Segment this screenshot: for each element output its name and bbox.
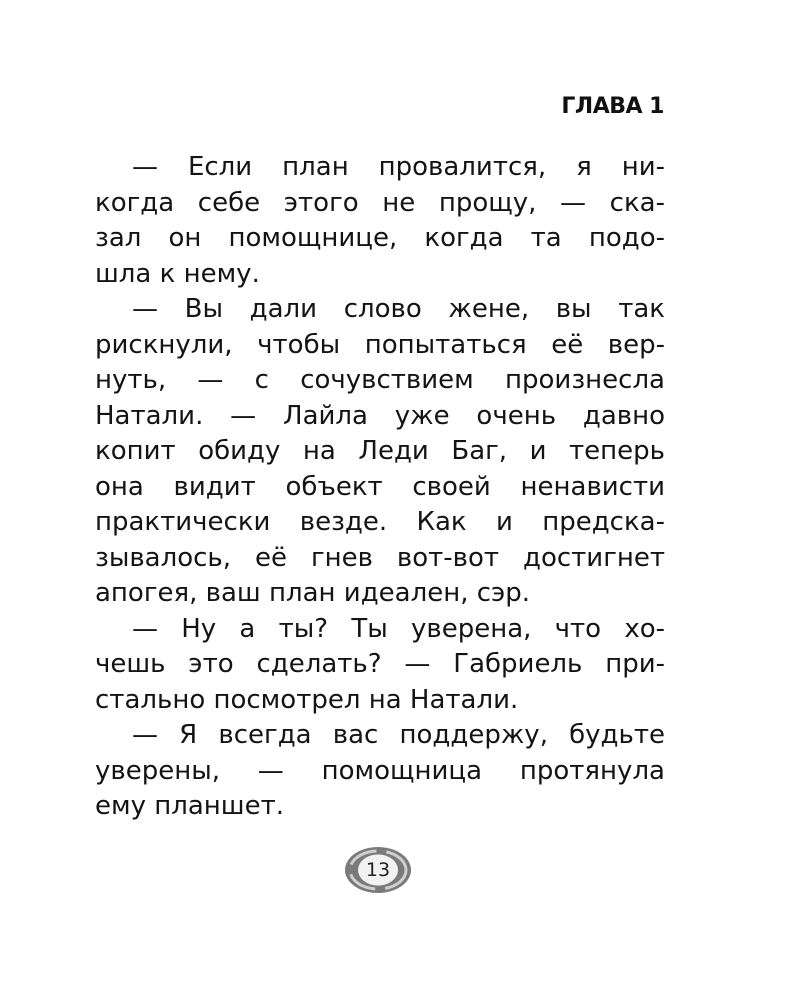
body-text: [95, 150, 665, 825]
text-line: она видит объект своей ненависти: [95, 471, 665, 502]
text-line: когда себе этого не прощу, — ска-: [95, 187, 665, 218]
text-line: Натали. — Лайла уже очень давно: [95, 400, 665, 431]
text-line: — Вы дали слово жене, вы так: [132, 294, 665, 324]
text-line: — Если план провалится, я ни-: [132, 152, 665, 182]
text-line: уверены, — помощница протянула: [95, 755, 665, 786]
text-line: — Ну а ты? Ты уверена, что хо-: [132, 613, 665, 644]
text-line: копит обиду на Леди Баг, и теперь: [95, 436, 665, 466]
page-number: 13: [365, 859, 391, 881]
chapter-heading: ГЛАВА 1: [561, 94, 664, 119]
text-line: чешь это сделать? — Габриель при-: [95, 649, 665, 679]
text-line: рискнули, чтобы попытаться её вер-: [95, 329, 665, 360]
page-number-badge: [343, 845, 413, 895]
text-line: нуть, — с сочувствием произнесла: [95, 365, 665, 395]
text-line: стально посмотрел на Натали.: [95, 684, 519, 715]
text-line: ему планшет.: [95, 791, 285, 821]
text-line: зал он помощнице, когда та подо-: [95, 223, 665, 253]
text-line: практически везде. Как и предска-: [95, 507, 665, 537]
text-line: апогея, ваш план идеален, сэр.: [95, 578, 531, 608]
text-line: зывалось, её гнев вот-вот достигнет: [95, 542, 665, 573]
text-line: шла к нему.: [95, 258, 260, 289]
text-line: — Я всегда вас поддержу, будьте: [132, 720, 665, 750]
